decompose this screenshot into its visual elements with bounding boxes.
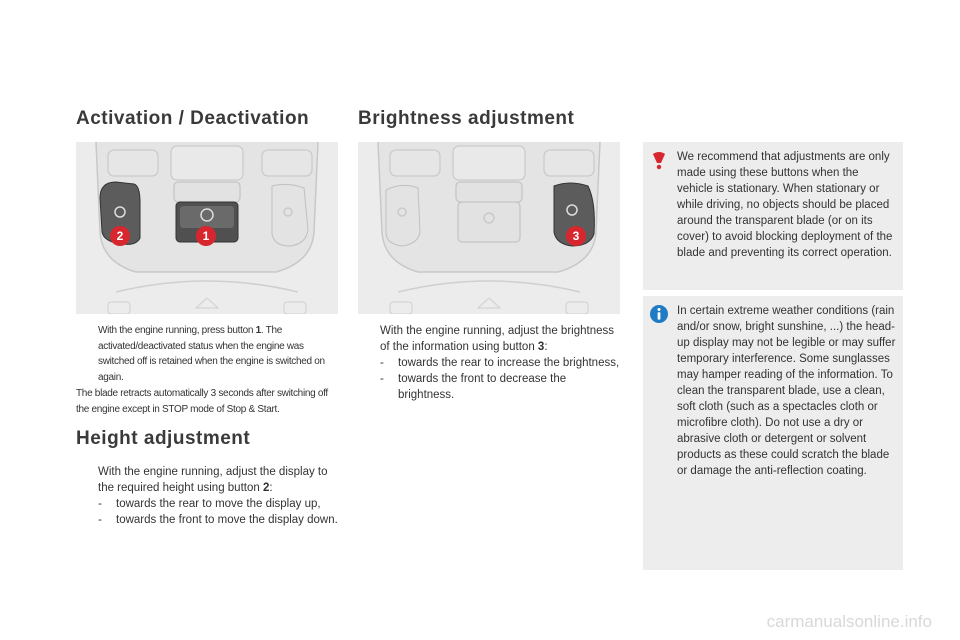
height-item-front: - towards the front to move the display down. [98, 514, 338, 526]
warning-icon [649, 150, 669, 170]
height-instruction: With the engine running, adjust the display to the required height using button 2: - towards the rear to move the display up, - towards the front to move the display down. [98, 466, 338, 526]
callout-badge-2: 2 [110, 226, 130, 246]
callout-badge-3: 3 [566, 226, 586, 246]
heading-height: Height adjustment [76, 428, 251, 449]
warning-text: We recommend that adjustments are only made using these buttons when the vehicle is stationary. When stationary or while driving, no objects should be placed around the transparent blade (or on its cover) to avoid blocking deployment of the blade and preventing its correct operation. [677, 151, 893, 259]
height-item-rear: - towards the rear to move the display up, [98, 498, 321, 510]
control-panel-photo-right [358, 142, 620, 314]
info-note [643, 296, 903, 570]
heading-activation: Activation / Deactivation [76, 108, 310, 129]
info-icon [649, 304, 669, 324]
heading-brightness: Brightness adjustment [358, 108, 575, 129]
control-panel-photo-left [76, 142, 338, 314]
callout-badge-1: 1 [196, 226, 216, 246]
info-text: In certain extreme weather conditions (rain and/or snow, bright sunshine, ...) the head-up display may not be legible or may suffer temporary interference. Some sunglasses may hamper reading of the information. To clean the transparent blade, use a clean, soft cloth (such as a spectacles cloth or microfibre cloth). Do not use a dry or abrasive cloth or detergent or solvent products as these could scratch the blade or damage the anti-reflection coating. [677, 305, 896, 477]
watermark-text: carmanualsonline.info [766, 612, 932, 631]
brightness-instruction: With the engine running, adjust the brightness of the information using button 3: - towards the rear to increase the brightness, - towards the front to decrease the brightness. [380, 325, 620, 401]
brightness-item-rear: - towards the rear to increase the brightness, [380, 357, 620, 369]
activation-note: The blade retracts automatically 3 seconds after switching off the engine except in STOP mode of Stop & Start. [76, 388, 328, 415]
warning-note [643, 142, 903, 290]
activation-instruction: With the engine running, press button 1. The activated/deactivated status when the engine was switched off is retained when the engine is switched on again. [98, 325, 325, 383]
brightness-item-front: - towards the front to decrease the brightness. [380, 373, 567, 401]
